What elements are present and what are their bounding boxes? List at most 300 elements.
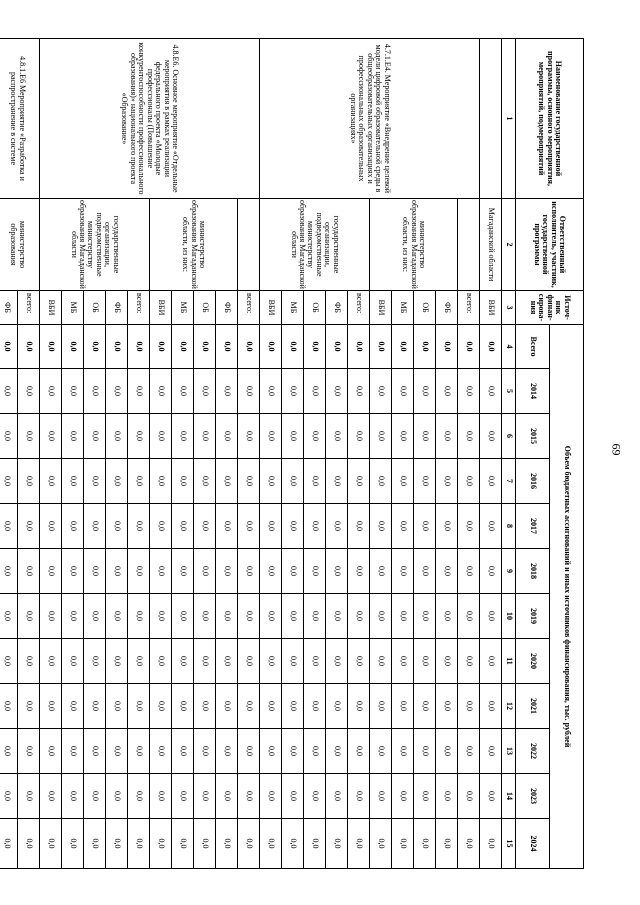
column-number-8: 8 — [502, 504, 516, 549]
year-value-cell: 0,0 — [106, 414, 128, 459]
year-value-cell: 0,0 — [150, 459, 172, 504]
year-value-cell: 0,0 — [304, 369, 326, 414]
year-value-cell: 0,0 — [150, 639, 172, 684]
year-value-cell: 0,0 — [18, 549, 40, 594]
year-value-cell: 0,0 — [216, 594, 238, 639]
year-value-cell: 0,0 — [348, 819, 370, 869]
year-value-cell: 0,0 — [480, 729, 502, 774]
total-value-cell: 0,0 — [326, 325, 348, 369]
funding-source-cell: МБ — [62, 291, 84, 325]
column-number-13: 13 — [502, 729, 516, 774]
year-value-cell: 0,0 — [480, 819, 502, 869]
year-value-cell: 0,0 — [128, 414, 150, 459]
year-value-cell: 0,0 — [370, 819, 392, 869]
year-value-cell: 0,0 — [194, 504, 216, 549]
event-name-cell — [480, 39, 502, 199]
table-row — [18, 39, 40, 869]
year-value-cell: 0,0 — [194, 819, 216, 869]
year-value-cell: 0,0 — [84, 594, 106, 639]
year-value-cell: 0,0 — [458, 414, 480, 459]
responsible-cell: министерство образования Магаданской области, из них: — [150, 199, 238, 291]
year-value-cell: 0,0 — [62, 459, 84, 504]
year-value-cell: 0,0 — [84, 549, 106, 594]
year-value-cell: 0,0 — [18, 594, 40, 639]
year-value-cell: 0,0 — [106, 369, 128, 414]
year-value-cell: 0,0 — [216, 504, 238, 549]
funding-source-cell: МБ — [282, 291, 304, 325]
year-value-cell: 0,0 — [348, 504, 370, 549]
year-value-cell: 0,0 — [106, 549, 128, 594]
year-value-cell: 0,0 — [150, 369, 172, 414]
total-value-cell: 0,0 — [348, 325, 370, 369]
year-value-cell: 0,0 — [194, 684, 216, 729]
year-value-cell: 0,0 — [436, 684, 458, 729]
responsible-cell — [458, 199, 480, 291]
year-value-cell: 0,0 — [106, 459, 128, 504]
year-value-cell: 0,0 — [128, 459, 150, 504]
table-row — [238, 39, 260, 869]
header-year-2017: 2017 — [516, 504, 550, 549]
funding-source-cell: ВБИ — [370, 291, 392, 325]
event-name-cell: 4.8.Е6. Основное мероприятие «Отдельные мероприятия в рамках реализации федерального проекта «Молодые профессионалы (Повышение конкурентоспособности профессионального образования)» национального проекта «Образование» — [40, 39, 260, 199]
year-value-cell: 0,0 — [150, 549, 172, 594]
year-value-cell: 0,0 — [370, 729, 392, 774]
header-year-2015: 2015 — [516, 414, 550, 459]
year-value-cell: 0,0 — [0, 594, 18, 639]
column-number-2: 2 — [502, 199, 516, 291]
year-value-cell: 0,0 — [326, 594, 348, 639]
year-value-cell: 0,0 — [194, 549, 216, 594]
column-number-7: 7 — [502, 459, 516, 504]
column-number-15: 15 — [502, 819, 516, 869]
year-value-cell: 0,0 — [106, 639, 128, 684]
year-value-cell: 0,0 — [326, 549, 348, 594]
year-value-cell: 0,0 — [40, 639, 62, 684]
total-value-cell: 0,0 — [260, 325, 282, 369]
year-value-cell: 0,0 — [40, 504, 62, 549]
year-value-cell: 0,0 — [348, 639, 370, 684]
year-value-cell: 0,0 — [172, 819, 194, 869]
year-value-cell: 0,0 — [260, 594, 282, 639]
funding-source-cell: ФБ — [216, 291, 238, 325]
total-value-cell: 0,0 — [282, 325, 304, 369]
year-value-cell: 0,0 — [370, 369, 392, 414]
year-value-cell: 0,0 — [106, 504, 128, 549]
header-group-title: Объем бюджетных ассигнований и иных источников финансирования, тыс. рублей — [550, 325, 584, 869]
year-value-cell: 0,0 — [84, 774, 106, 819]
year-value-cell: 0,0 — [392, 459, 414, 504]
year-value-cell: 0,0 — [40, 549, 62, 594]
responsible-cell: Магаданской области — [480, 199, 502, 291]
year-value-cell: 0,0 — [326, 819, 348, 869]
year-value-cell: 0,0 — [282, 459, 304, 504]
year-value-cell: 0,0 — [18, 684, 40, 729]
year-value-cell: 0,0 — [40, 819, 62, 869]
year-value-cell: 0,0 — [216, 459, 238, 504]
year-value-cell: 0,0 — [172, 774, 194, 819]
year-value-cell: 0,0 — [458, 459, 480, 504]
year-value-cell: 0,0 — [194, 774, 216, 819]
year-value-cell: 0,0 — [0, 774, 18, 819]
year-value-cell: 0,0 — [216, 684, 238, 729]
year-value-cell: 0,0 — [458, 774, 480, 819]
column-number-11: 11 — [502, 639, 516, 684]
year-value-cell: 0,0 — [150, 819, 172, 869]
year-value-cell: 0,0 — [172, 459, 194, 504]
year-value-cell: 0,0 — [458, 504, 480, 549]
year-value-cell: 0,0 — [172, 549, 194, 594]
year-value-cell: 0,0 — [414, 549, 436, 594]
year-value-cell: 0,0 — [436, 549, 458, 594]
year-value-cell: 0,0 — [0, 639, 18, 684]
year-value-cell: 0,0 — [326, 729, 348, 774]
year-value-cell: 0,0 — [62, 504, 84, 549]
year-value-cell: 0,0 — [282, 369, 304, 414]
page-number: 69 — [609, 443, 624, 456]
year-value-cell: 0,0 — [370, 639, 392, 684]
year-value-cell: 0,0 — [480, 459, 502, 504]
year-value-cell: 0,0 — [172, 594, 194, 639]
responsible-cell: государственные организации, подведомственные министерству образования Магаданской области — [260, 199, 370, 291]
column-number-1: 1 — [502, 39, 516, 199]
year-value-cell: 0,0 — [260, 639, 282, 684]
year-value-cell: 0,0 — [40, 369, 62, 414]
year-value-cell: 0,0 — [106, 684, 128, 729]
year-value-cell: 0,0 — [0, 549, 18, 594]
column-number-12: 12 — [502, 684, 516, 729]
year-value-cell: 0,0 — [194, 639, 216, 684]
table-row — [458, 39, 480, 869]
year-value-cell: 0,0 — [392, 639, 414, 684]
total-value-cell: 0,0 — [40, 325, 62, 369]
year-value-cell: 0,0 — [392, 414, 414, 459]
total-value-cell: 0,0 — [62, 325, 84, 369]
header-year-2016: 2016 — [516, 459, 550, 504]
year-value-cell: 0,0 — [392, 684, 414, 729]
year-value-cell: 0,0 — [392, 504, 414, 549]
year-value-cell: 0,0 — [18, 414, 40, 459]
year-value-cell: 0,0 — [194, 729, 216, 774]
year-value-cell: 0,0 — [436, 729, 458, 774]
year-value-cell: 0,0 — [128, 774, 150, 819]
year-value-cell: 0,0 — [414, 729, 436, 774]
year-value-cell: 0,0 — [128, 819, 150, 869]
funding-source-cell: ОБ — [194, 291, 216, 325]
year-value-cell: 0,0 — [326, 684, 348, 729]
year-value-cell: 0,0 — [436, 504, 458, 549]
year-value-cell: 0,0 — [238, 549, 260, 594]
year-value-cell: 0,0 — [348, 774, 370, 819]
column-number-6: 6 — [502, 414, 516, 459]
year-value-cell: 0,0 — [260, 729, 282, 774]
year-value-cell: 0,0 — [40, 774, 62, 819]
year-value-cell: 0,0 — [458, 684, 480, 729]
year-value-cell: 0,0 — [40, 414, 62, 459]
year-value-cell: 0,0 — [84, 639, 106, 684]
header-year-2021: 2021 — [516, 684, 550, 729]
funding-source-cell: ВБИ — [480, 291, 502, 325]
year-value-cell: 0,0 — [260, 684, 282, 729]
year-value-cell: 0,0 — [392, 729, 414, 774]
column-number-14: 14 — [502, 774, 516, 819]
year-value-cell: 0,0 — [40, 594, 62, 639]
year-value-cell: 0,0 — [282, 639, 304, 684]
year-value-cell: 0,0 — [304, 414, 326, 459]
year-value-cell: 0,0 — [216, 369, 238, 414]
total-value-cell: 0,0 — [84, 325, 106, 369]
funding-source-cell: ОБ — [84, 291, 106, 325]
total-value-cell: 0,0 — [106, 325, 128, 369]
year-value-cell: 0,0 — [414, 684, 436, 729]
year-value-cell: 0,0 — [62, 414, 84, 459]
funding-source-cell: ОБ — [304, 291, 326, 325]
year-value-cell: 0,0 — [348, 684, 370, 729]
year-value-cell: 0,0 — [128, 729, 150, 774]
year-value-cell: 0,0 — [0, 414, 18, 459]
year-value-cell: 0,0 — [18, 369, 40, 414]
year-value-cell: 0,0 — [436, 639, 458, 684]
year-value-cell: 0,0 — [238, 414, 260, 459]
total-value-cell: 0,0 — [128, 325, 150, 369]
year-value-cell: 0,0 — [282, 414, 304, 459]
total-value-cell: 0,0 — [304, 325, 326, 369]
header-name: Наименование государственной программы, основного мероприятия, мероприятий, подмероприятий — [516, 39, 584, 199]
header-year-2014: 2014 — [516, 369, 550, 414]
header-year-2022: 2022 — [516, 729, 550, 774]
year-value-cell: 0,0 — [150, 774, 172, 819]
year-value-cell: 0,0 — [128, 684, 150, 729]
header-year-2020: 2020 — [516, 639, 550, 684]
funding-source-cell: всего: — [128, 291, 150, 325]
year-value-cell: 0,0 — [84, 819, 106, 869]
year-value-cell: 0,0 — [84, 459, 106, 504]
year-value-cell: 0,0 — [414, 819, 436, 869]
year-value-cell: 0,0 — [392, 549, 414, 594]
year-value-cell: 0,0 — [0, 684, 18, 729]
year-value-cell: 0,0 — [304, 774, 326, 819]
funding-source-cell: ОБ — [414, 291, 436, 325]
year-value-cell: 0,0 — [348, 729, 370, 774]
rotated-table-wrapper — [2, 38, 584, 868]
year-value-cell: 0,0 — [480, 774, 502, 819]
year-value-cell: 0,0 — [18, 774, 40, 819]
year-value-cell: 0,0 — [260, 504, 282, 549]
column-number-5: 5 — [502, 369, 516, 414]
year-value-cell: 0,0 — [480, 504, 502, 549]
year-value-cell: 0,0 — [480, 414, 502, 459]
year-value-cell: 0,0 — [62, 639, 84, 684]
year-value-cell: 0,0 — [18, 639, 40, 684]
year-value-cell: 0,0 — [150, 594, 172, 639]
year-value-cell: 0,0 — [172, 414, 194, 459]
year-value-cell: 0,0 — [458, 369, 480, 414]
total-value-cell: 0,0 — [194, 325, 216, 369]
header-year-2019: 2019 — [516, 594, 550, 639]
total-value-cell: 0,0 — [370, 325, 392, 369]
year-value-cell: 0,0 — [326, 639, 348, 684]
column-number-3: 3 — [502, 291, 516, 325]
year-value-cell: 0,0 — [392, 774, 414, 819]
column-number-4: 4 — [502, 325, 516, 369]
year-value-cell: 0,0 — [414, 414, 436, 459]
year-value-cell: 0,0 — [392, 819, 414, 869]
year-value-cell: 0,0 — [458, 549, 480, 594]
year-value-cell: 0,0 — [62, 819, 84, 869]
year-value-cell: 0,0 — [18, 504, 40, 549]
year-value-cell: 0,0 — [326, 414, 348, 459]
year-value-cell: 0,0 — [84, 369, 106, 414]
responsible-cell: министерство образования — [0, 199, 40, 291]
year-value-cell: 0,0 — [194, 414, 216, 459]
year-value-cell: 0,0 — [370, 504, 392, 549]
year-value-cell: 0,0 — [480, 639, 502, 684]
year-value-cell: 0,0 — [216, 414, 238, 459]
funding-source-cell: МБ — [392, 291, 414, 325]
funding-source-cell: ВБИ — [150, 291, 172, 325]
year-value-cell: 0,0 — [304, 639, 326, 684]
year-value-cell: 0,0 — [62, 594, 84, 639]
year-value-cell: 0,0 — [348, 594, 370, 639]
total-value-cell: 0,0 — [480, 325, 502, 369]
year-value-cell: 0,0 — [282, 729, 304, 774]
year-value-cell: 0,0 — [370, 414, 392, 459]
header-year-2023: 2023 — [516, 774, 550, 819]
year-value-cell: 0,0 — [348, 459, 370, 504]
year-value-cell: 0,0 — [128, 549, 150, 594]
year-value-cell: 0,0 — [370, 459, 392, 504]
funding-source-cell: ФБ — [0, 291, 18, 325]
year-value-cell: 0,0 — [282, 819, 304, 869]
year-value-cell: 0,0 — [414, 504, 436, 549]
year-value-cell: 0,0 — [414, 369, 436, 414]
year-value-cell: 0,0 — [238, 639, 260, 684]
year-value-cell: 0,0 — [18, 729, 40, 774]
year-value-cell: 0,0 — [326, 504, 348, 549]
funding-source-cell: ФБ — [436, 291, 458, 325]
year-value-cell: 0,0 — [282, 504, 304, 549]
responsible-cell — [238, 199, 260, 291]
year-value-cell: 0,0 — [216, 639, 238, 684]
year-value-cell: 0,0 — [40, 729, 62, 774]
header-total: Всего — [516, 325, 550, 369]
total-value-cell: 0,0 — [216, 325, 238, 369]
year-value-cell: 0,0 — [392, 369, 414, 414]
year-value-cell: 0,0 — [106, 774, 128, 819]
year-value-cell: 0,0 — [0, 819, 18, 869]
year-value-cell: 0,0 — [348, 414, 370, 459]
table-body — [0, 39, 502, 869]
total-value-cell: 0,0 — [172, 325, 194, 369]
year-value-cell: 0,0 — [282, 594, 304, 639]
year-value-cell: 0,0 — [238, 819, 260, 869]
header-year-2024: 2024 — [516, 819, 550, 869]
year-value-cell: 0,0 — [260, 774, 282, 819]
total-value-cell: 0,0 — [392, 325, 414, 369]
budget-table — [0, 38, 584, 869]
year-value-cell: 0,0 — [106, 594, 128, 639]
year-value-cell: 0,0 — [480, 549, 502, 594]
year-value-cell: 0,0 — [458, 594, 480, 639]
funding-source-cell: всего: — [238, 291, 260, 325]
year-value-cell: 0,0 — [348, 369, 370, 414]
year-value-cell: 0,0 — [480, 594, 502, 639]
year-value-cell: 0,0 — [0, 459, 18, 504]
year-value-cell: 0,0 — [282, 684, 304, 729]
year-value-cell: 0,0 — [238, 684, 260, 729]
header-responsible: Ответственный исполнитель, участник, государственной программы — [516, 199, 584, 291]
year-value-cell: 0,0 — [62, 549, 84, 594]
year-value-cell: 0,0 — [194, 594, 216, 639]
year-value-cell: 0,0 — [128, 369, 150, 414]
year-value-cell: 0,0 — [62, 684, 84, 729]
year-value-cell: 0,0 — [216, 819, 238, 869]
header-year-2018: 2018 — [516, 549, 550, 594]
year-value-cell: 0,0 — [414, 459, 436, 504]
year-value-cell: 0,0 — [370, 594, 392, 639]
funding-source-cell: ВБИ — [40, 291, 62, 325]
funding-source-cell: всего: — [458, 291, 480, 325]
header-source: Источ-ник финан-сирова-ния — [516, 291, 584, 325]
year-value-cell: 0,0 — [458, 819, 480, 869]
year-value-cell: 0,0 — [238, 504, 260, 549]
year-value-cell: 0,0 — [172, 729, 194, 774]
year-value-cell: 0,0 — [436, 369, 458, 414]
year-value-cell: 0,0 — [18, 819, 40, 869]
funding-source-cell: всего: — [18, 291, 40, 325]
year-value-cell: 0,0 — [106, 819, 128, 869]
year-value-cell: 0,0 — [436, 414, 458, 459]
year-value-cell: 0,0 — [0, 369, 18, 414]
year-value-cell: 0,0 — [260, 369, 282, 414]
year-value-cell: 0,0 — [260, 414, 282, 459]
year-value-cell: 0,0 — [84, 729, 106, 774]
year-value-cell: 0,0 — [414, 774, 436, 819]
year-value-cell: 0,0 — [414, 639, 436, 684]
year-value-cell: 0,0 — [480, 369, 502, 414]
year-value-cell: 0,0 — [216, 774, 238, 819]
year-value-cell: 0,0 — [436, 819, 458, 869]
year-value-cell: 0,0 — [216, 729, 238, 774]
responsible-cell: министерство образования Магаданской области, из них: — [370, 199, 458, 291]
year-value-cell: 0,0 — [150, 414, 172, 459]
total-value-cell: 0,0 — [18, 325, 40, 369]
responsible-cell: государственные организации, подведомственные министерству образования Магаданской области — [40, 199, 150, 291]
year-value-cell: 0,0 — [458, 729, 480, 774]
funding-source-cell: ФБ — [106, 291, 128, 325]
year-value-cell: 0,0 — [172, 684, 194, 729]
year-value-cell: 0,0 — [194, 369, 216, 414]
year-value-cell: 0,0 — [370, 549, 392, 594]
year-value-cell: 0,0 — [150, 729, 172, 774]
year-value-cell: 0,0 — [326, 774, 348, 819]
year-value-cell: 0,0 — [172, 369, 194, 414]
year-value-cell: 0,0 — [326, 459, 348, 504]
year-value-cell: 0,0 — [304, 594, 326, 639]
year-value-cell: 0,0 — [0, 729, 18, 774]
year-value-cell: 0,0 — [238, 594, 260, 639]
year-value-cell: 0,0 — [260, 459, 282, 504]
year-value-cell: 0,0 — [172, 504, 194, 549]
total-value-cell: 0,0 — [458, 325, 480, 369]
year-value-cell: 0,0 — [62, 774, 84, 819]
total-value-cell: 0,0 — [414, 325, 436, 369]
year-value-cell: 0,0 — [62, 729, 84, 774]
year-value-cell: 0,0 — [128, 639, 150, 684]
year-value-cell: 0,0 — [40, 459, 62, 504]
year-value-cell: 0,0 — [106, 729, 128, 774]
funding-source-cell: всего: — [348, 291, 370, 325]
year-value-cell: 0,0 — [62, 369, 84, 414]
